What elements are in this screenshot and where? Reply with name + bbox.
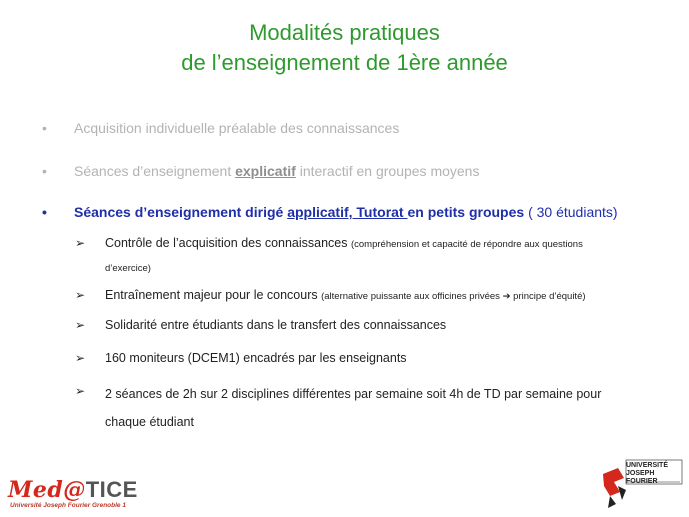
sub-item-text: 2 séances de 2h sur 2 disciplines différentes par semaine soit 4h de TD par semaine pour chaque étudiant	[105, 387, 602, 429]
ujf-logo	[600, 456, 685, 512]
bullet-item	[42, 120, 399, 136]
sub-item-text: 160 moniteurs (DCEM1) encadrés par les enseignants	[105, 351, 407, 365]
medatice-logo	[8, 478, 158, 512]
arrow-right-icon: ➢	[75, 288, 86, 302]
ujf-logo-text: UNIVERSITÉ JOSEPH FOURIER	[626, 462, 669, 485]
medatice-university-caption: Université Joseph Fourier Grenoble 1	[10, 502, 126, 509]
bullet-text: Acquisition individuelle préalable des connaissances	[74, 120, 400, 136]
sub-item	[75, 314, 665, 337]
sub-item	[75, 232, 665, 280]
sub-item	[75, 347, 665, 370]
bullet-dot-icon: •	[42, 120, 47, 136]
arrow-right-icon: ➢	[75, 384, 86, 398]
bullet-item-active	[42, 204, 618, 220]
sub-item	[75, 284, 665, 308]
title-line-1: Modalités pratiques	[249, 20, 440, 45]
slide-title	[0, 18, 689, 78]
medatice-wordmark: Med@TICE	[8, 477, 138, 503]
sub-item	[75, 380, 665, 436]
sub-item-text: Entraînement majeur pour le concours (alternative puissante aux officines privées ➔ principe d’équité)	[105, 288, 586, 302]
title-line-2: de l’enseignement de 1ère année	[181, 50, 508, 75]
sub-item-text: Contrôle de l’acquisition des connaissances (compréhension et capacité de répondre aux questions d’exercice)	[105, 236, 583, 274]
bullet-item	[42, 163, 479, 179]
arrow-right-icon: ➢	[75, 236, 86, 250]
bullet-text: Séances d’enseignement dirigé applicatif, Tutorat en petits groupes ( 30 étudiants)	[74, 204, 618, 220]
bullet-text: Séances d’enseignement explicatif interactif en groupes moyens	[74, 163, 480, 179]
sub-item-text: Solidarité entre étudiants dans le transfert des connaissances	[105, 318, 447, 332]
arrow-right-icon: ➢	[75, 318, 86, 332]
bullet-dot-icon: •	[42, 163, 47, 179]
bullet-dot-icon: •	[42, 204, 47, 220]
arrow-right-icon: ➢	[75, 351, 86, 365]
